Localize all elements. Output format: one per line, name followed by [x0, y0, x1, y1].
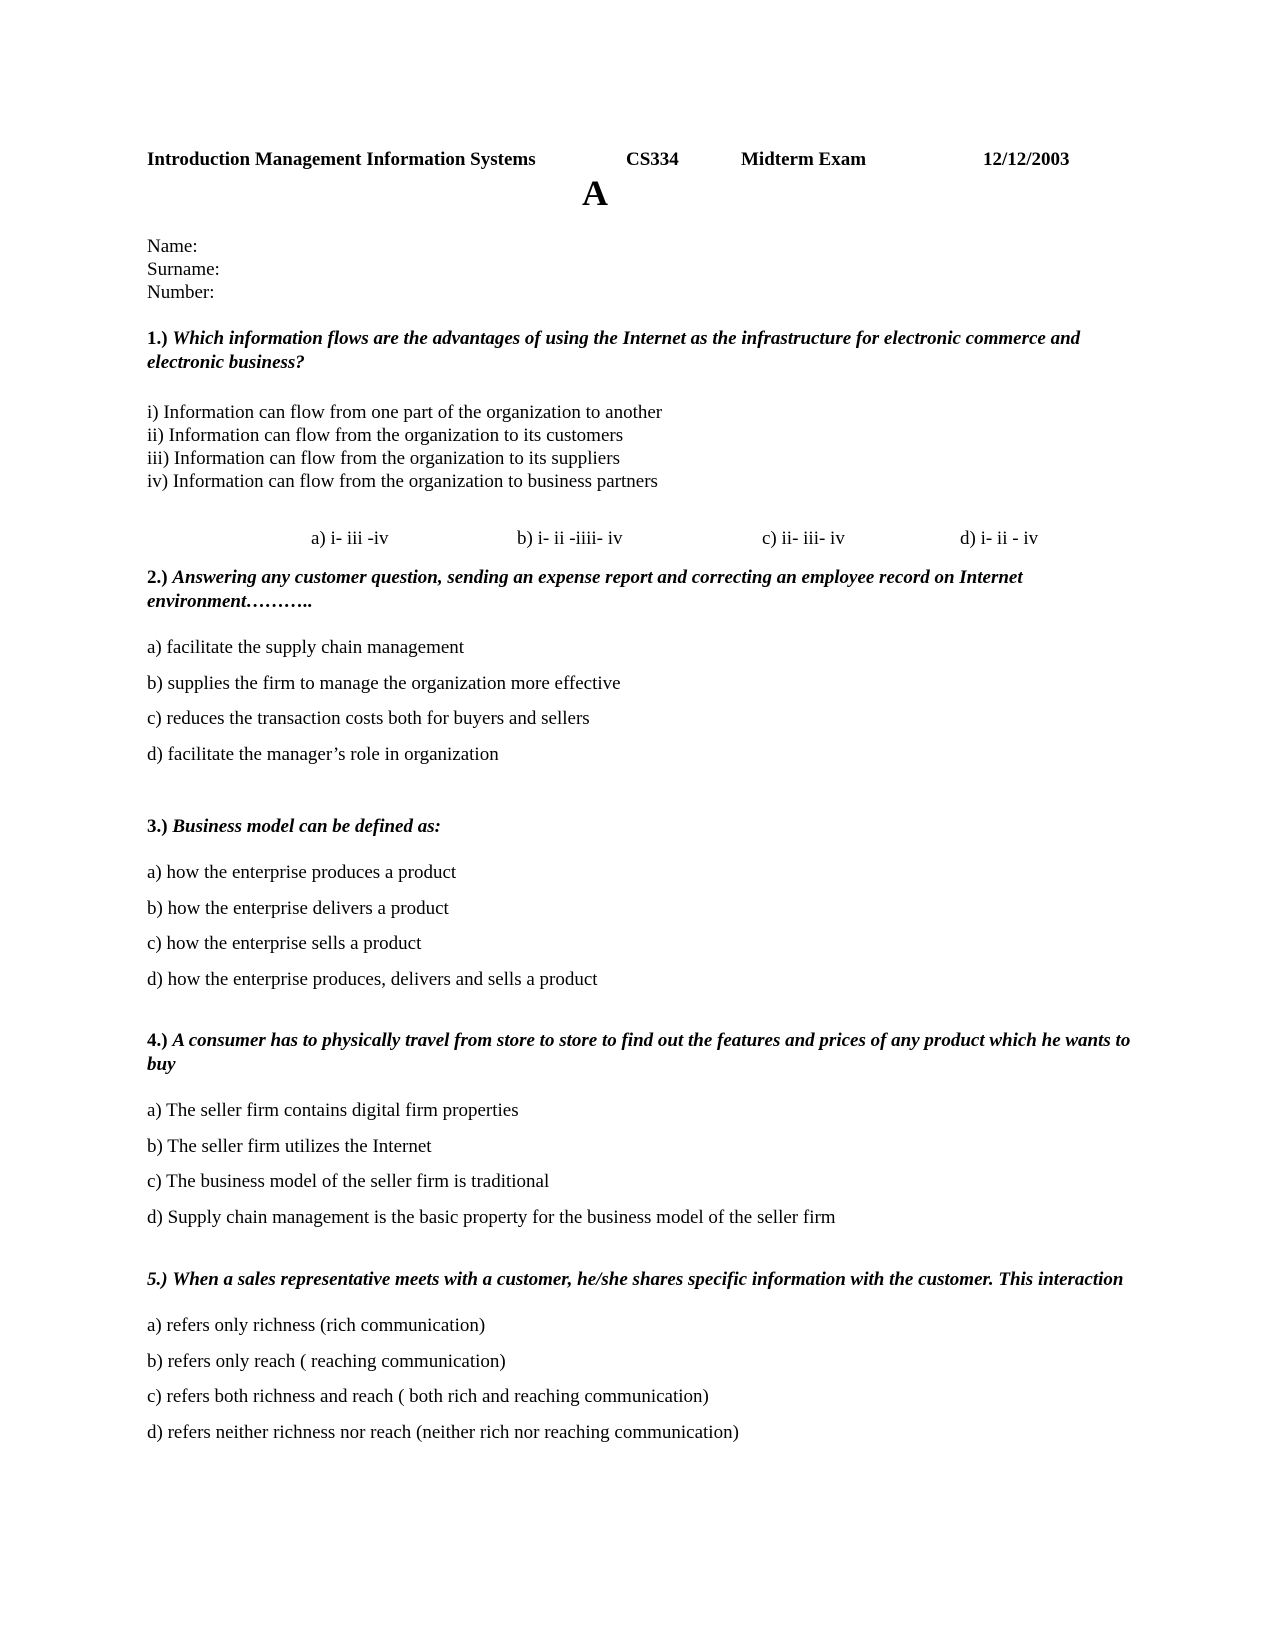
question-number: 2.) [147, 567, 168, 588]
question-4 [147, 1029, 1137, 1077]
option-c: c) reduces the transaction costs both for buyers and sellers [147, 708, 590, 729]
option-b: b) The seller firm utilizes the Internet [147, 1136, 432, 1157]
option-d: d) facilitate the manager’s role in organization [147, 744, 499, 765]
option-b: b) refers only reach ( reaching communication) [147, 1351, 506, 1372]
course-title: Introduction Management Information Systems [147, 149, 536, 170]
option-c: c) ii- iii- iv [762, 528, 845, 549]
option-d: d) how the enterprise produces, delivers and sells a product [147, 969, 598, 990]
exam-version: A [582, 173, 608, 213]
question-text: A consumer has to physically travel from store to store to find out the features and prices of any product which he wants to buy [147, 1030, 1131, 1075]
statement-item: i) Information can flow from one part of the organization to another [147, 402, 663, 423]
surname-field-label: Surname: [147, 259, 220, 280]
option-d: d) Supply chain management is the basic property for the business model of the seller firm [147, 1207, 836, 1228]
option-a: a) refers only richness (rich communication) [147, 1315, 486, 1336]
question-1 [147, 327, 1137, 375]
statement-item: iii) Information can flow from the organization to its suppliers [147, 448, 620, 469]
course-code: CS334 [626, 149, 679, 170]
question-3 [147, 815, 1137, 839]
question-text: Business model can be defined as: [172, 816, 441, 837]
question-number: 5.) [147, 1269, 168, 1290]
question-5 [147, 1268, 1137, 1292]
question-number: 3.) [147, 816, 168, 837]
option-a: a) i- iii -iv [311, 528, 389, 549]
option-c: c) how the enterprise sells a product [147, 933, 422, 954]
question-text: Answering any customer question, sending an expense report and correcting an employee record on Internet environment……….. [147, 567, 1023, 612]
exam-type: Midterm Exam [741, 149, 867, 170]
statement-item: iv) Information can flow from the organization to business partners [147, 471, 658, 492]
exam-date: 12/12/2003 [983, 149, 1070, 170]
option-b: b) how the enterprise delivers a product [147, 898, 449, 919]
option-d: d) refers neither richness nor reach (neither rich nor reaching communication) [147, 1422, 739, 1443]
question-number: 1.) [147, 328, 168, 349]
question-text: Which information flows are the advantages of using the Internet as the infrastructure for electronic commerce and electronic business? [147, 328, 1081, 373]
name-field-label: Name: [147, 236, 198, 257]
question-2 [147, 566, 1137, 614]
option-b: b) supplies the firm to manage the organization more effective [147, 673, 621, 694]
option-b: b) i- ii -iiii- iv [517, 528, 623, 549]
option-a: a) facilitate the supply chain management [147, 637, 465, 658]
option-a: a) The seller firm contains digital firm properties [147, 1100, 519, 1121]
option-d: d) i- ii - iv [960, 528, 1039, 549]
option-a: a) how the enterprise produces a product [147, 862, 457, 883]
option-c: c) The business model of the seller firm is traditional [147, 1171, 550, 1192]
question-number: 4.) [147, 1030, 168, 1051]
statement-item: ii) Information can flow from the organization to its customers [147, 425, 624, 446]
number-field-label: Number: [147, 282, 215, 303]
question-text: When a sales representative meets with a customer, he/she shares specific information with the customer. This interaction [172, 1269, 1124, 1290]
option-c: c) refers both richness and reach ( both rich and reaching communication) [147, 1386, 709, 1407]
